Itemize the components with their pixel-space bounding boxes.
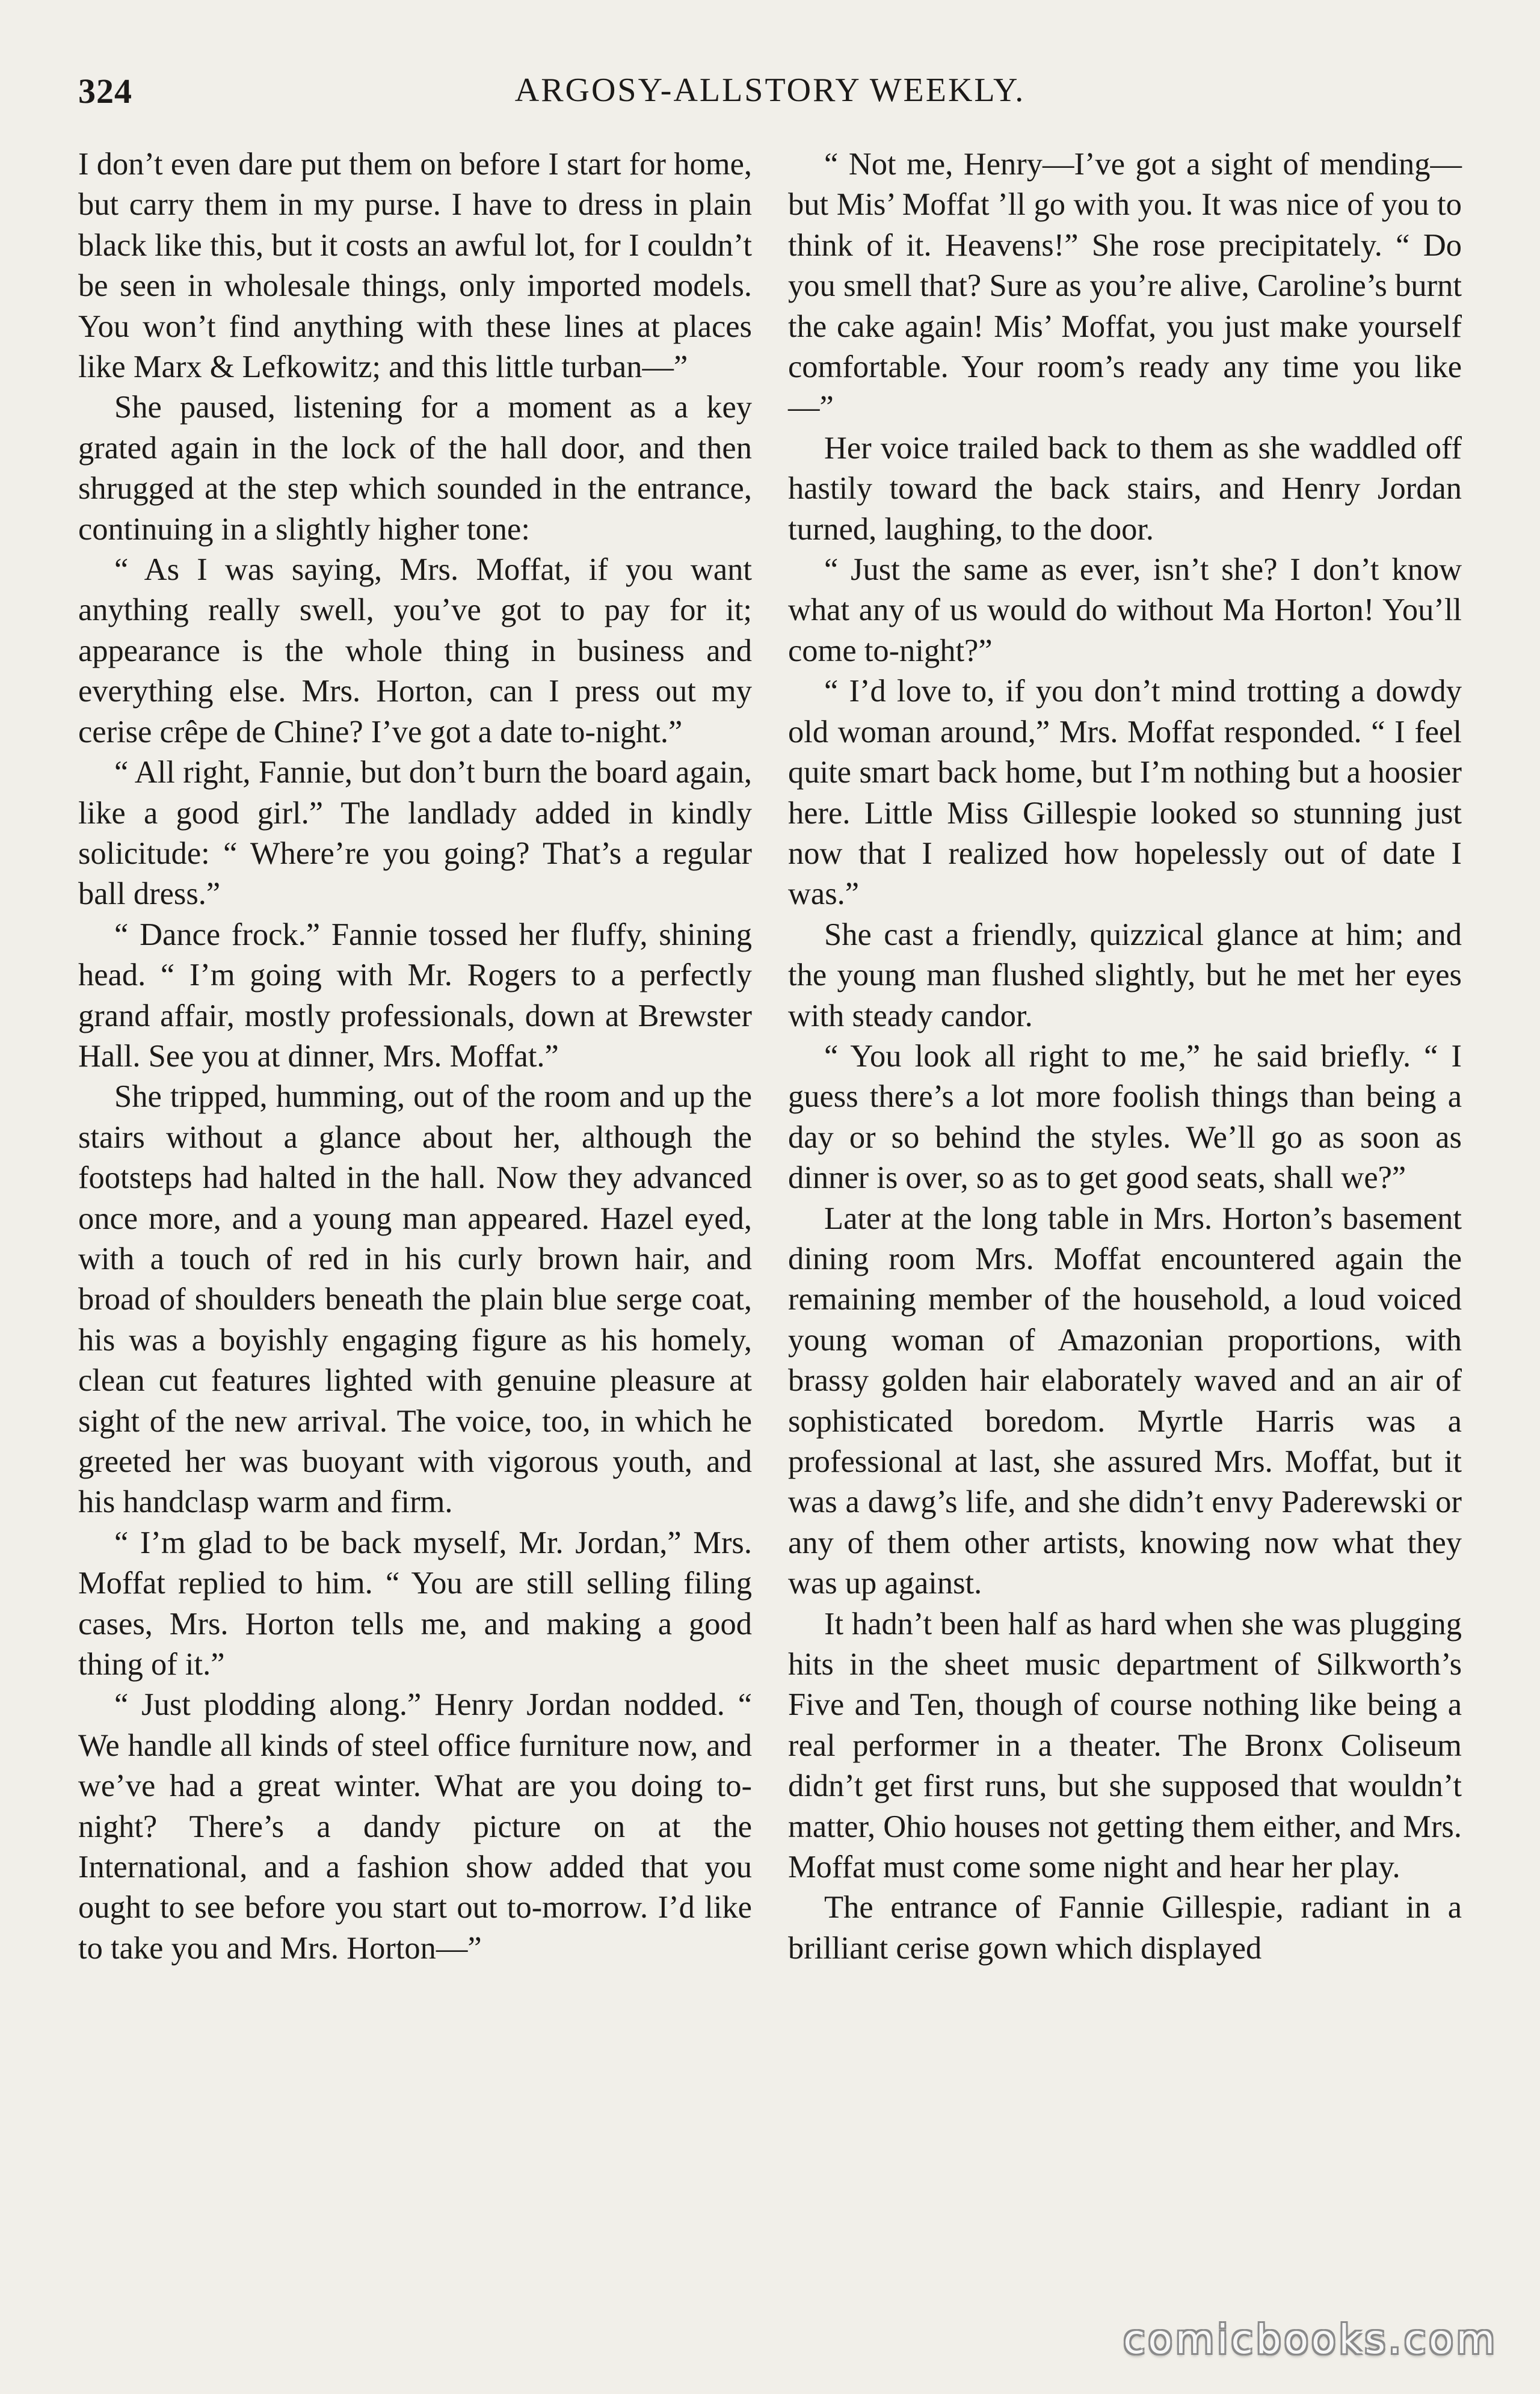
paragraph: “ As I was saying, Mrs. Moffat, if you want anything really swell, you’ve got to pay for it; appearance is the whole thing in business and everything else. Mrs. Horton, can I press out my cerise crêpe de Chine? I’ve got a date to-night.” bbox=[78, 552, 752, 749]
paragraph: “ I’d love to, if you don’t mind trotting a dowdy old woman around,” Mrs. Moffat responded. “ I feel quite smart back home, but I’m nothing but a hoosier here. Little Miss Gillespie looked so stunning just now that I realized how hopelessly out of date I was.” bbox=[788, 674, 1462, 912]
paragraph: The entrance of Fannie Gillespie, radiant in a brilliant cerise gown which displayed bbox=[788, 1890, 1462, 1966]
paragraph: She cast a friendly, quizzical glance at him; and the young man flushed slightly, but he met her eyes with steady candor. bbox=[788, 917, 1462, 1033]
paragraph: “ Just plodding along.” Henry Jordan nodded. “ We handle all kinds of steel office furniture now, and we’ve had a great winter. What are you doing to-night? There’s a dandy picture on at the International, and a fashion show added that you ought to see before you start out to-morrow. I’d like to take you and Mrs. Horton—” bbox=[78, 1687, 752, 1966]
page-number: 324 bbox=[78, 72, 132, 111]
page-header bbox=[78, 71, 1462, 125]
paragraph: “ You look all right to me,” he said briefly. “ I guess there’s a lot more foolish things than being a day or so behind the styles. We’ll go as soon as dinner is over, so as to get good seats, shall we?” bbox=[788, 1038, 1462, 1196]
paragraph: Later at the long table in Mrs. Horton’s basement dining room Mrs. Moffat encountered again the remaining member of the household, a loud voiced young woman of Amazonian proportions, with brassy golden hair elaborately waved and an air of sophisticated boredom. Myrtle Harris was a professional at last, she assured Mrs. Moffat, but it was a dawg’s life, and she didn’t envy Paderewski or any of them other artists, knowing now what they was up against. bbox=[788, 1201, 1462, 1601]
paragraph: “ Dance frock.” Fannie tossed her fluffy, shining head. “ I’m going with Mr. Rogers to a perfectly grand affair, mostly professionals, down at Brewster Hall. See you at dinner, Mrs. Moffat.” bbox=[78, 917, 752, 1074]
paragraph: She tripped, humming, out of the room and up the stairs without a glance about her, although the footsteps had halted in the hall. Now they advanced once more, and a young man appeared. Hazel eyed, with a touch of red in his curly brown hair, and broad of shoulders beneath the plain blue serge coat, his was a boyishly engaging figure as his homely, clean cut features lighted with genuine pleasure at sight of the new arrival. The voice, too, in which he greeted her was buoyant with vigorous youth, and his handclasp warm and firm. bbox=[78, 1079, 752, 1520]
paragraph: “ Not me, Henry—I’ve got a sight of mending—but Mis’ Moffat ’ll go with you. It was nice of you to think of it. Heavens!” She rose precipitately. “ Do you smell that? Sure as you’re alive, Caroline’s burnt the cake again! Mis’ Moffat, you just make yourself comfortable. Your room’s ready any time you like—” bbox=[788, 147, 1462, 425]
watermark: comicbooks.com bbox=[1123, 2316, 1498, 2363]
paragraph: “ All right, Fannie, but don’t burn the board again, like a good girl.” The landlady added in kindly solicitude: “ Where’re you going? That’s a regular ball dress.” bbox=[78, 755, 752, 912]
paragraph: It hadn’t been half as hard when she was plugging hits in the sheet music department of Silkworth’s Five and Ten, though of course nothing like being a real performer in a theater. The Bronx Coliseum didn’t get first runs, but she supposed that wouldn’t matter, Ohio houses not getting them either, and Mrs. Moffat must come some night and hear her play. bbox=[788, 1606, 1462, 1885]
paragraph: She paused, listening for a moment as a key grated again in the lock of the hall door, and then shrugged at the step which sounded in the entrance, continuing in a slightly higher tone: bbox=[78, 390, 752, 547]
paragraph: I don’t even dare put them on before I start for home, but carry them in my purse. I have to dress in plain black like this, but it costs an awful lot, for I couldn’t be seen in wholesale things, only imported models. You won’t find anything with these lines at places like Marx & Lefkowitz; and this little turban—” bbox=[78, 147, 752, 385]
paragraph: “ Just the same as ever, isn’t she? I don’t know what any of us would do without Ma Horton! You’ll come to-night?” bbox=[788, 552, 1462, 668]
paragraph: Her voice trailed back to them as she waddled off hastily toward the back stairs, and Henry Jordan turned, laughing, to the door. bbox=[788, 430, 1462, 547]
paragraph: “ I’m glad to be back myself, Mr. Jordan,” Mrs. Moffat replied to him. “ You are still selling filing cases, Mrs. Horton tells me, and making a good thing of it.” bbox=[78, 1525, 752, 1682]
left-column bbox=[78, 144, 752, 1969]
right-column bbox=[788, 144, 1462, 1969]
running-title: ARGOSY-ALLSTORY WEEKLY. bbox=[514, 72, 1026, 109]
